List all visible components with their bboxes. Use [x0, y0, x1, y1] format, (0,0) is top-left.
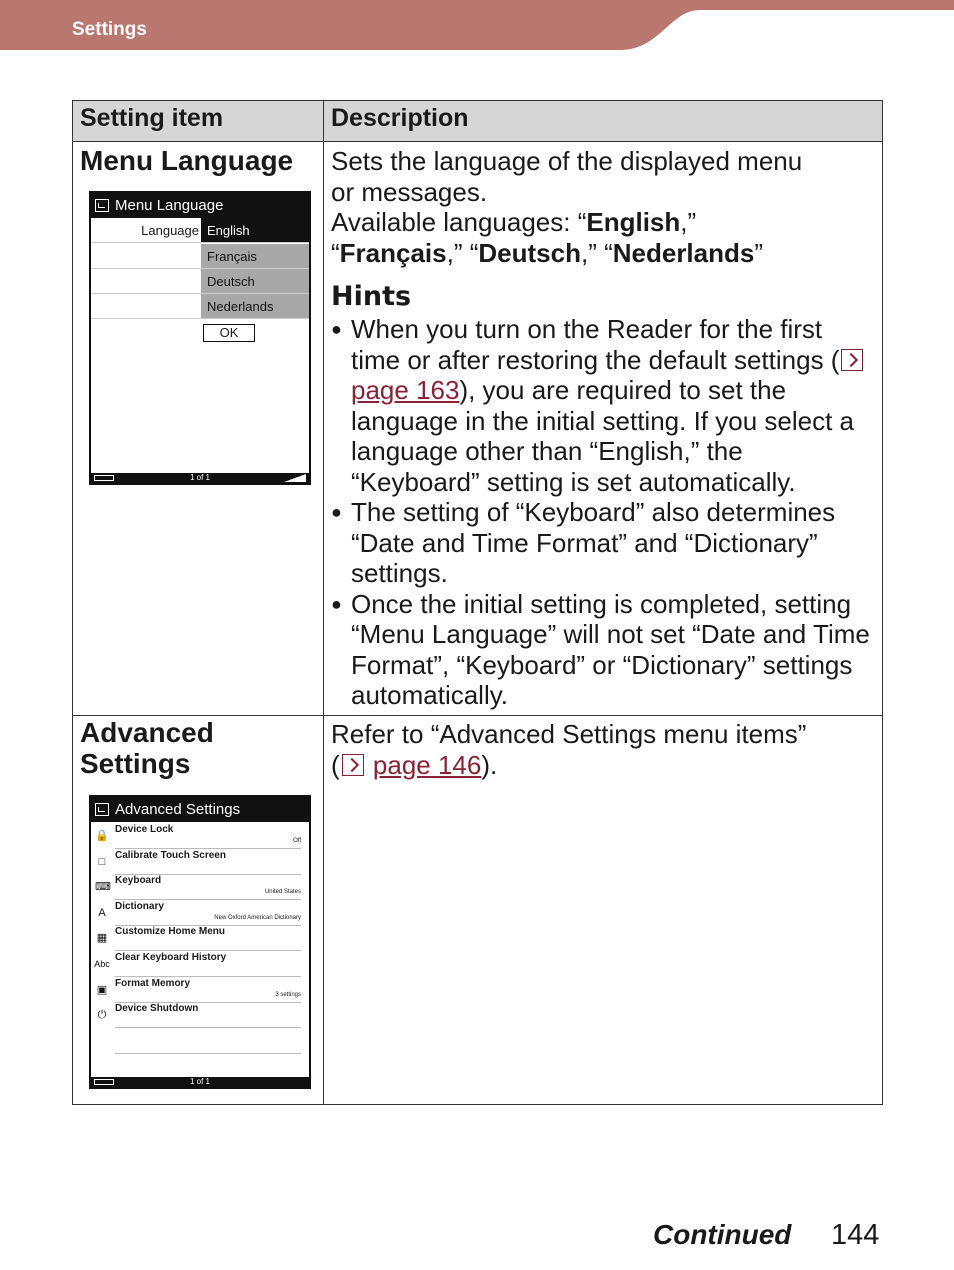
settings-item-label: Calibrate Touch Screen [115, 849, 226, 861]
name-line: Advanced [80, 717, 214, 748]
battery-icon [94, 1079, 114, 1085]
lock-icon: 🔒 [95, 830, 109, 842]
dictionary-icon: A [98, 906, 106, 919]
abc-icon: Abc [94, 959, 110, 969]
text: ,” [680, 207, 697, 237]
desc-line: Refer to “Advanced Settings menu items” [331, 719, 807, 749]
settings-list-item[interactable] [91, 977, 305, 1003]
page-link[interactable]: page 146 [372, 749, 482, 780]
home-menu-icon: ▦ [96, 932, 108, 945]
settings-list-item[interactable] [91, 951, 305, 977]
language-label: Language [141, 223, 199, 238]
empty-list-row [91, 1028, 305, 1054]
text: ,” “ [580, 237, 613, 268]
page-link[interactable]: page 163 [351, 375, 460, 405]
settings-item-label: Dictionary [115, 900, 164, 912]
row-divider [73, 141, 882, 142]
hint-text: ), you are required to set the language in the initial setting. If you select a language other than “English,” the “Keyboard” setting is set automatically. [351, 375, 854, 497]
column-divider [323, 101, 324, 1104]
language-row [91, 218, 309, 243]
page-indicator: 1 of 1 [189, 1077, 210, 1086]
available-languages-cont [331, 238, 876, 269]
reference-arrow-icon [841, 349, 863, 371]
settings-item-value: Off [293, 838, 301, 844]
setting-name-menu-language: Menu Language [80, 145, 294, 176]
empty-list-row [91, 1053, 305, 1079]
menu-language-screenshot [89, 191, 311, 485]
row-divider [73, 715, 882, 716]
available-languages [331, 207, 876, 238]
volume-icon [284, 474, 306, 482]
settings-item-label: Format Memory [115, 977, 191, 989]
language-option[interactable]: Français [201, 244, 309, 268]
text: Available languages: “ [331, 207, 587, 237]
settings-item-value: 3 settings [275, 991, 301, 998]
header-setting-item: Setting item [80, 104, 224, 132]
settings-item-label: Device Shutdown [115, 1003, 199, 1015]
section-banner [0, 0, 954, 50]
settings-item-label: Clear Keyboard History [115, 952, 227, 963]
screen-title: Advanced Settings [115, 801, 241, 818]
memory-icon: ▣ [96, 983, 108, 996]
text: ( [331, 749, 340, 780]
lang-francais: Français [339, 237, 447, 268]
settings-item-label: Device Lock [115, 824, 174, 835]
screen-status-bar [91, 473, 309, 483]
language-option[interactable]: Nederlands [201, 294, 309, 318]
settings-table [72, 100, 883, 1105]
header-description: Description [331, 104, 469, 132]
ok-button[interactable]: OK [203, 324, 255, 342]
hints-heading: Hints [331, 281, 412, 312]
text: ). [481, 749, 498, 780]
advanced-settings-description [331, 719, 876, 780]
screen-title: Menu Language [115, 197, 224, 214]
battery-icon [94, 475, 114, 481]
hint-text: When you turn on the Reader for the first time or after restoring the default settings ( [351, 314, 840, 375]
lang-english: English [586, 207, 681, 237]
advanced-settings-screenshot [89, 795, 311, 1089]
screen-title-bar [91, 193, 309, 218]
settings-item-label: Customize Home Menu [115, 926, 226, 938]
settings-list-item[interactable] [91, 1002, 305, 1028]
page-number: 144 [831, 1219, 880, 1251]
reference-arrow-icon [342, 754, 364, 776]
language-option-selected[interactable]: English [201, 218, 309, 242]
settings-list-item[interactable] [91, 823, 305, 849]
settings-list-item[interactable] [91, 925, 305, 951]
lang-deutsch: Deutsch [478, 237, 581, 268]
hint-item: ● The setting of “Keyboard” also determines “Date and Time Format” and “Dictionary” settings. [331, 497, 876, 589]
text: ” [754, 237, 764, 268]
text: ,” “ [446, 237, 479, 268]
settings-item-label: Keyboard [115, 875, 162, 887]
screen-status-bar [91, 1077, 309, 1087]
settings-item-value: New Oxford American Dictionary [214, 914, 301, 921]
setting-name-advanced-settings [80, 717, 214, 779]
desc-line [331, 750, 876, 781]
settings-list-item[interactable] [91, 849, 305, 875]
power-icon: ⏻ [97, 1009, 107, 1022]
continued-label: Continued [653, 1219, 792, 1250]
screen-title-bar [91, 797, 309, 822]
hint-item: ● Once the initial setting is completed, setting “Menu Language” will not set “Date and Time Format”, “Keyboard” or “Dictionary” settings automatically. [331, 589, 876, 711]
language-row [91, 294, 309, 319]
section-title: Settings [72, 19, 147, 40]
desc-line: or messages. [331, 176, 488, 207]
hint-item [331, 314, 876, 497]
home-icon [95, 803, 109, 816]
language-option[interactable]: Deutsch [201, 269, 309, 293]
lang-nederlands: Nederlands [612, 237, 755, 268]
name-line: Settings [80, 748, 191, 779]
settings-list-item[interactable] [91, 900, 305, 926]
home-icon [95, 199, 109, 212]
hints-list [331, 314, 876, 711]
language-row [91, 269, 309, 294]
menu-language-description [331, 146, 876, 711]
touch-icon: □ [98, 855, 106, 868]
desc-line: Sets the language of the displayed menu [331, 146, 803, 176]
language-row [91, 244, 309, 269]
settings-list-item[interactable] [91, 874, 305, 900]
keyboard-icon: ⌨ [95, 881, 111, 894]
settings-item-value: United States [264, 889, 301, 896]
page-indicator: 1 of 1 [189, 473, 210, 482]
text: “ [331, 237, 340, 268]
